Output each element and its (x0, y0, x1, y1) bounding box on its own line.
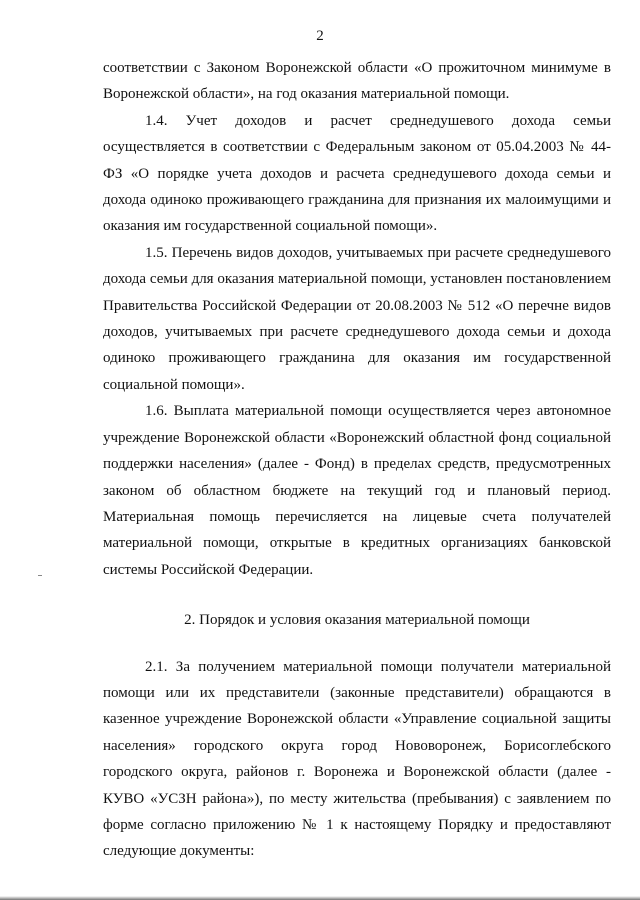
page-number: 2 (316, 28, 324, 44)
paragraph-1-6: 1.6. Выплата материальной помощи осуществляется через автономное учреждение Воронежской области «Воронежский областной фонд социальной поддержки населения» (далее - Фонд) в пределах средств, предусмотренных законом об областном бюджете на текущий год и плановый период. Материальная помощь перечисляется на лицевые счета получателей материальной помощи, открытые в кредитных организациях банковской системы Российской Федерации. (103, 403, 611, 578)
document-body (103, 55, 611, 865)
paragraph-1-4: 1.4. Учет доходов и расчет среднедушевого дохода семьи осуществляется в соответствии с Федеральным законом от 05.04.2003 № 44-ФЗ «О порядке учета доходов и расчета среднедушевого дохода семьи и дохода одиноко проживающего гражданина для признания их малоимущими и оказания им государственной социальной помощи». (103, 112, 611, 235)
paragraph-2-1: 2.1. За получением материальной помощи получатели материальной помощи или их представители (законные представители) обращаются в казенное учреждение Воронежской области «Управление социальной защиты населения» городского округа город Нововоронеж, Борисоглебского городского округа, районов г. Воронежа и Воронежской области (далее - КУВО «УСЗН района»), по месту жительства (пребывания) с заявлением по форме согласно приложению № 1 к настоящему Порядку и предоставляют следующие документы: (103, 658, 611, 860)
paragraph-1-5: 1.5. Перечень видов доходов, учитываемых при расчете среднедушевого дохода семьи для оказания материальной помощи, установлен постановлением Правительства Российской Федерации от 20.08.2003 № 512 «О перечне видов доходов, учитываемых при расчете среднедушевого дохода семьи и дохода одиноко проживающего гражданина для оказания им государственной социальной помощи». (103, 244, 611, 393)
section-2-heading: 2. Порядок и условия оказания материальной помощи (184, 612, 530, 629)
scan-bottom-edge (0, 896, 640, 900)
paragraph-continuation: соответствии с Законом Воронежской области «О прожиточном минимуме в Воронежской области», на год оказания материальной помощи. (103, 60, 611, 103)
margin-mark (38, 575, 42, 576)
